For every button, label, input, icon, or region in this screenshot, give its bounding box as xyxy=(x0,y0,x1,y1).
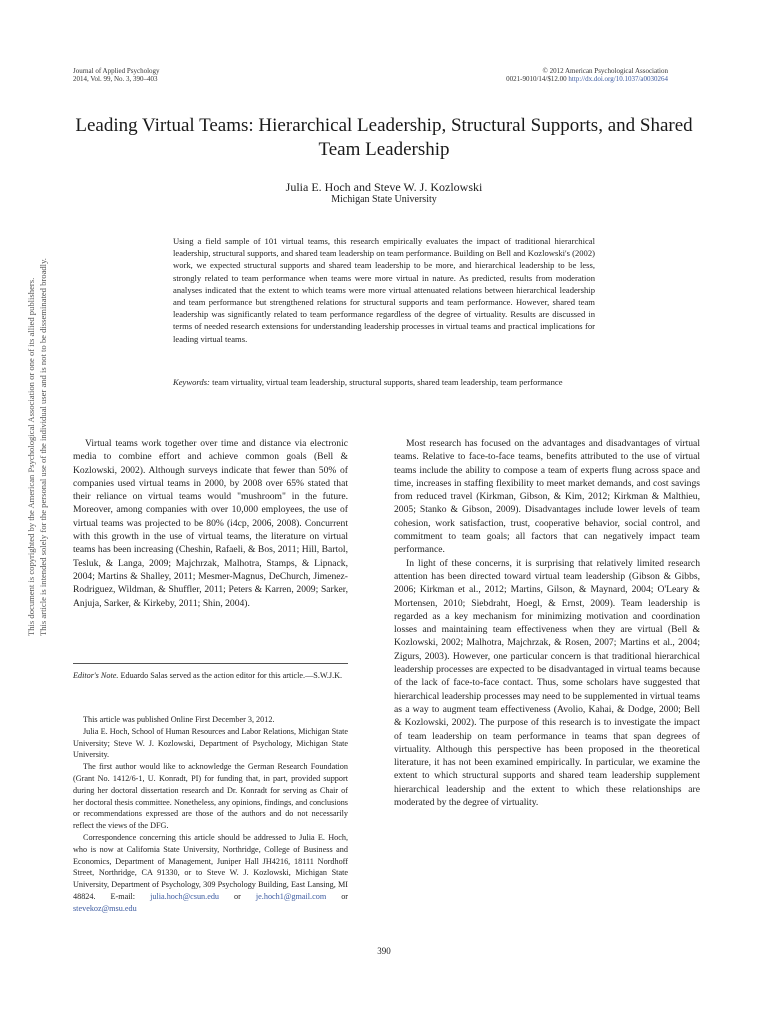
abstract: Using a field sample of 101 virtual teams, this research empirically evaluates the impact of traditional hierarchical leadership, structural supports, and shared team leadership on team performance. Building on Bell and Kozlowski's (2002) work, we expected structural supports and shared team leadership to be more, and hierarchical leadership to be less, strongly related to team performance when teams were more virtual in nature. As predicted, results from moderation analyses indicated that the extent to which teams were more virtual attenuated relations between hierarchical leadership and team performance but strengthened relations for structural supports and team performance. However, shared team leadership was significantly related to team performance regardless of the degree of virtuality. Results are discussed in terms of needed research extensions for understanding leadership processes in virtual teams and practical implications for leading virtual teams. xyxy=(173,236,595,344)
keywords xyxy=(173,376,595,388)
note-divider xyxy=(73,663,348,664)
right-column xyxy=(394,437,700,809)
paper-title: Leading Virtual Teams: Hierarchical Leadership, Structural Supports, and Shared Team Leadership xyxy=(75,115,693,160)
or-text-2: or xyxy=(341,891,349,901)
footnote-published: This article was published Online First December 3, 2012. xyxy=(83,715,275,724)
authors: Julia E. Hoch and Steve W. J. Kozlowski xyxy=(285,180,483,194)
editor-note-text: Eduardo Salas served as the action editor for this article.—S.W.J.K. xyxy=(120,671,343,680)
or-text-1: or xyxy=(234,891,241,901)
editor-note xyxy=(73,670,348,682)
author-footnotes xyxy=(73,714,348,915)
journal-header xyxy=(73,67,160,83)
journal-name: Journal of Applied Psychology xyxy=(73,67,160,75)
intro-paragraph: Virtual teams work together over time and distance via electronic media to combine effort and achieve common goals (Bell & Kozlowski, 2002). Although surveys indicate that fewer than 50% of companies used virtual teams in 2000, by 2008 over 65% stated that their reliance on virtual teams would "mushroom" in the future. Moreover, among companies with over 10,000 employees, the use of virtual teams was projected to be 80% (i4cp, 2006, 2008). Concurrent with this growth in the use of virtual teams, the literature on virtual teams has been increasing (Cheshin, Rafaeli, & Bos, 2011; Hill, Bartol, Tesluk, & Langa, 2009; Majchrzak, Malhotra, Stamps, & Lipnack, 2004; Martins & Shalley, 2011; Mesmer-Magnus, DeChurch, Jimenez-Rodriguez, Wildman, & Shuffler, 2011; Peters & Karren, 2009; Sarker, Anjuja, Sarker, & Kirkeby, 2011; Shin, 2004). xyxy=(73,438,348,609)
email-link-2[interactable]: je.hoch1@gmail.com xyxy=(255,891,327,901)
email-link-1[interactable]: julia.hoch@csun.edu xyxy=(150,891,220,901)
issn-doi-line xyxy=(506,75,668,83)
correspondence-text: Correspondence concerning this article should be addressed to Julia E. Hoch, who is now at California State University, Northridge, College of Business and Economics, Department of Management, Juniper Hall JH4216, 18111 Nordhoff Street, Northridge, CA 91330, or to Steve W. J. Kozlowski, Michigan State University, Department of Psychology, 309 Psychology Building, East Lansing, MI 48824. E-mail: xyxy=(73,832,348,901)
footnote-acknowledgment: The first author would like to acknowledge the German Research Foundation (Grant No. 1412/6-1, U. Konradt, PI) for funding that, in part, provided support during her doctoral dissertation research and Dr. Konradt for serving as Chair of her doctoral thesis committee. Nonetheless, any opinions, findings, and conclusions or recommendations expressed are those of the authors and do not necessarily reflect the views of the DFG. xyxy=(73,762,348,831)
email-link-3[interactable]: stevekoz@msu.edu xyxy=(73,903,137,913)
affiliation: Michigan State University xyxy=(331,194,437,205)
copyright-line: © 2012 American Psychological Association xyxy=(542,67,668,75)
footnote-correspondence xyxy=(73,832,348,915)
left-column xyxy=(73,437,348,610)
doi-link[interactable]: http://dx.doi.org/10.1037/a0030264 xyxy=(568,75,668,83)
page-number: 390 xyxy=(377,946,391,956)
keywords-text: team virtuality, virtual team leadership, structural supports, shared team leadership, team performance xyxy=(212,377,563,387)
copyright-side-notice: This document is copyrighted by the American Psychological Association or one of its allied publishers. xyxy=(26,277,36,636)
body-paragraph-2: In light of these concerns, it is surprising that relatively limited research attention has been directed toward virtual team leadership (Gibson & Gibbs, 2006; Kirkman et al., 2012; Martins, Gilson, & Maynard, 2004; O'Leary & Mortensen, 2010; Siebdraht, Hoegl, & Ernst, 2009). Team leadership is regarded as a key mechanism for minimizing motivation and coordination losses and maintaining team effectiveness when they are virtual (Bell & Kozlowski, 2002; Malhotra, Majchrzak, & Rosen, 2007; Martins et al., 2004; Zigurs, 2003). However, one particular concern is that traditional hierarchical leadership processes are expected to be disadvantaged in virtual teams because of the lack of face-to-face contact. Thus, some scholars have suggested that hierarchical leadership processes may need to be supplemented in virtual teams as a way to augment team effectiveness (Avolio, Kahai, & Dodge, 2000; Bell & Kozlowski, 2002). The purpose of this research is to investigate the impact of team leadership on team performance in teams that span degrees of virtuality. Although this perspective has been proposed in the theoretical literature, it has not been examined empirically. In particular, we examine the extent to which structural supports and shared team leadership supplement hierarchical leadership and the extent to which these relationships are moderated by the degree of virtuality. xyxy=(394,557,700,809)
footnote-affiliations: Julia E. Hoch, School of Human Resources and Labor Relations, Michigan State University; Steve W. J. Kozlowski, Department of Psychology, Michigan State University. xyxy=(73,726,348,760)
copyright-header xyxy=(506,67,668,83)
usage-side-notice: This article is intended solely for the personal use of the individual user and is not to be disseminated broadly. xyxy=(38,258,48,636)
keywords-label: Keywords: xyxy=(173,377,210,387)
body-paragraph-1: Most research has focused on the advantages and disadvantages of virtual teams. Relative to face-to-face teams, benefits attributed to the use of virtual teams include the ability to compose a team of experts flung across space and time, increases in staffing flexibility to meet market demands, and cost savings from reduced travel (Kirkman, Gibson, & Kim, 2012; Kirkman & Malthieu, 2005; Stanko & Gibson, 2009). Disadvantages include lower levels of team cohesion, work satisfaction, trust, cooperative behavior, social control, and commitment to team goals; all factors that can negatively impact team performance. xyxy=(394,438,700,556)
editor-note-label: Editor's Note. xyxy=(73,671,119,680)
journal-volume: 2014, Vol. 99, No. 3, 390–403 xyxy=(73,75,158,83)
issn-price: 0021-9010/14/$12.00 xyxy=(506,75,567,83)
